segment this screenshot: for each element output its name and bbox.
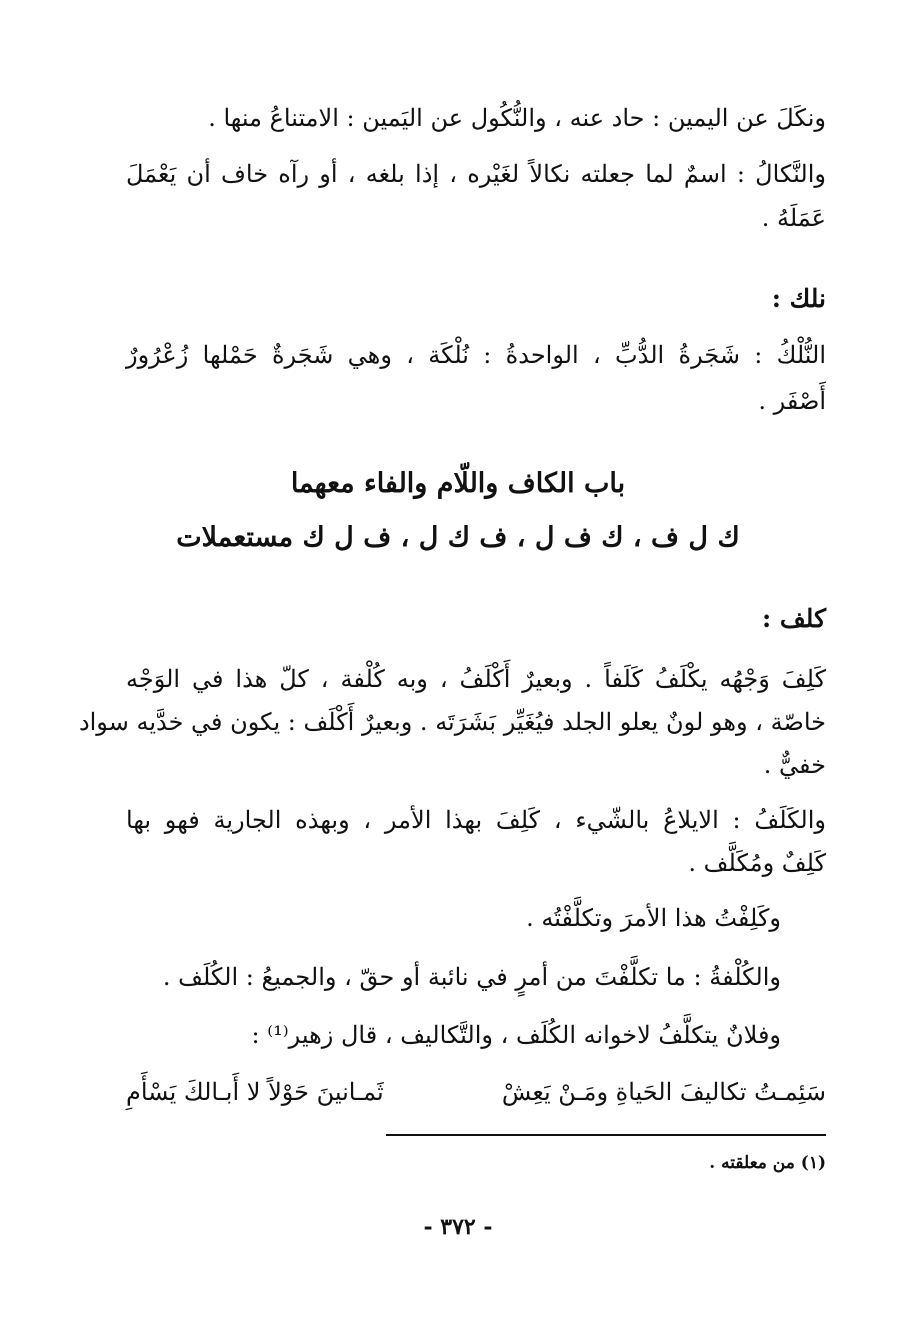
paragraph-fulan: وفلانٌ يتكلَّفُ لاخوانه الكُلَف ، والتَّكاليف ، قال زهير⁽¹⁾ :: [251, 1021, 781, 1049]
paragraph-kalif-line-1: كَلِفَ وَجْهُه يكْلَفُ كَلَفاً . وبعيرٌ أَكْلَفُ ، وبه كُلْفة ، كلّ هذا في الوَجْه: [126, 665, 826, 693]
verse-second-hemistich: ثَمـانينَ حَوْلاً لا أَبـالكَ يَسْأَمِ: [126, 1078, 384, 1106]
paragraph-kalif-line-3: خفيٌّ .: [763, 751, 826, 779]
entry-heading-kalaf: كلف :: [762, 604, 826, 633]
paragraph-nulk-line-2: أَصْفَر .: [758, 387, 826, 415]
paragraph-kalif-line-2: خاصّة ، وهو لونٌ يعلو الجلد فيُغَيِّر بَشَرَتَه . وبعيرٌ أَكْلَف : يكون في خدَّيه سواد: [78, 708, 826, 736]
paragraph-nulk-line-1: النُّلْكُ : شَجَرةُ الدُّبِّ ، الواحدةُ : نُلْكَة ، وهي شَجَرةٌ حَمْلها زُعْرُورٌ: [126, 341, 826, 369]
footnote-divider: [386, 1134, 826, 1136]
page-number: - ٣٧٢ -: [423, 1214, 493, 1240]
poetry-verse: [126, 1075, 826, 1109]
entry-heading-nalak: نلك :: [771, 284, 826, 313]
paragraph-kalaf-line-1: والكَلَفُ : الايلاعُ بالشّيء ، كَلِفَ بهذا الأمر ، وبهذه الجارية فهو بها: [126, 806, 826, 834]
paragraph-kulfa: والكُلْفةُ : ما تكلَّفْتَ من أمرٍ في نائبة أو حقّ ، والجميعُ : الكُلَف .: [162, 963, 781, 991]
paragraph-nakal-line-2: عَمَلَهُ .: [761, 204, 826, 232]
paragraph-kalaf-line-2: كَلِفٌ ومُكَلَّف .: [688, 849, 826, 877]
paragraph-kaliftu: وكَلِفْتُ هذا الأمرَ وتكلَّفْتُه .: [526, 904, 781, 932]
paragraph-nakal-line-1: والنَّكالُ : اسمٌ لما جعلته نكالاً لغَيْره ، إذا بلغه ، أو رآه خاف أن يَعْمَلَ: [126, 160, 826, 188]
chapter-title: باب الكاف واللّام والفاء معهما: [290, 468, 626, 499]
verse-first-hemistich: سَئِمـتُ تكاليفَ الحَياةِ ومَـنْ يَعِشْ: [501, 1078, 826, 1106]
footnote: (١) من معلقته .: [709, 1153, 826, 1173]
chapter-subtitle: ك ل ف ، ك ف ل ، ف ك ل ، ف ل ك مستعملات: [176, 522, 740, 553]
paragraph-nakala-yamin: ونكَلَ عن اليمين : حاد عنه ، والنُّكُول عن اليَمين : الامتناعُ منها .: [208, 104, 826, 132]
